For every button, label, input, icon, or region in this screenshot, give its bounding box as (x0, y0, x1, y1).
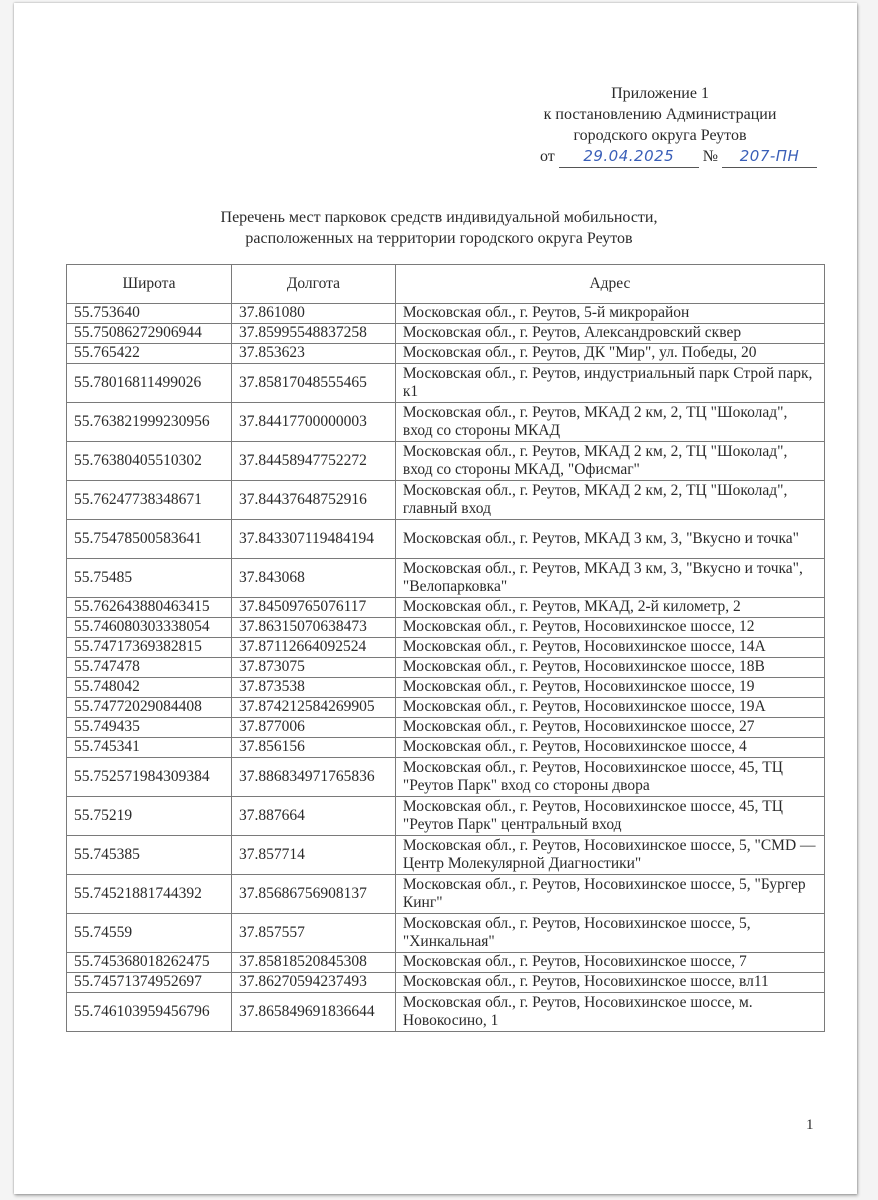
table-header-row (67, 265, 825, 304)
table-row (67, 836, 825, 875)
cell-address: Московская обл., г. Реутов, МКАД, 2-й километр, 2 (395, 598, 824, 618)
table-row (67, 658, 825, 678)
cell-longitude: 37.873538 (231, 678, 395, 698)
table-row (67, 914, 825, 953)
cell-longitude: 37.84417700000003 (231, 403, 395, 442)
cell-latitude: 55.75478500583641 (67, 520, 232, 559)
cell-latitude: 55.765422 (67, 344, 232, 364)
cell-longitude: 37.856156 (231, 738, 395, 758)
cell-address: Московская обл., г. Реутов, Носовихинское шоссе, 7 (395, 953, 824, 973)
table-row (67, 559, 825, 598)
cell-longitude: 37.843307119484194 (231, 520, 395, 559)
cell-longitude: 37.873075 (231, 658, 395, 678)
cell-longitude: 37.84458947752272 (231, 442, 395, 481)
cell-latitude: 55.74772029084408 (67, 698, 232, 718)
cell-latitude: 55.74571374952697 (67, 973, 232, 993)
document-title (0, 207, 878, 249)
cell-latitude: 55.745368018262475 (67, 953, 232, 973)
cell-address: Московская обл., г. Реутов, МКАД 2 км, 2, ТЦ "Шоколад", вход со стороны МКАД (395, 403, 824, 442)
number-prefix: № (702, 148, 719, 165)
cell-longitude: 37.887664 (231, 797, 395, 836)
cell-address: Московская обл., г. Реутов, Носовихинское шоссе, вл11 (395, 973, 824, 993)
table-row (67, 598, 825, 618)
handwritten-number: 207-ПН (722, 146, 817, 168)
cell-address: Московская обл., г. Реутов, Носовихинское шоссе, 5, "Хинкальная" (395, 914, 824, 953)
cell-address: Московская обл., г. Реутов, индустриальный парк Строй парк, к1 (395, 364, 824, 403)
cell-longitude: 37.853623 (231, 344, 395, 364)
cell-longitude: 37.84509765076117 (231, 598, 395, 618)
cell-longitude: 37.857714 (231, 836, 395, 875)
handwritten-date: 29.04.2025 (559, 146, 699, 168)
table-row (67, 344, 825, 364)
table-row (67, 304, 825, 324)
cell-address: Московская обл., г. Реутов, МКАД 3 км, 3, "Вкусно и точка" (395, 520, 824, 559)
appendix-district: городского округа Реутов (573, 127, 747, 144)
date-prefix: от (540, 148, 555, 165)
table-row (67, 442, 825, 481)
cell-address: Московская обл., г. Реутов, 5-й микрорайон (395, 304, 824, 324)
title-line-1: Перечень мест парковок средств индивидуальной мобильности, (220, 209, 658, 226)
title-line-2: расположенных на территории городского округа Реутов (245, 230, 633, 247)
table-row (67, 678, 825, 698)
table-row (67, 698, 825, 718)
cell-address: Московская обл., г. Реутов, ДК "Мир", ул. Победы, 20 (395, 344, 824, 364)
table-row (67, 993, 825, 1032)
header-longitude: Долгота (231, 265, 395, 304)
table-row (67, 364, 825, 403)
cell-address: Московская обл., г. Реутов, Носовихинское шоссе, 5, "CMD — Центр Молекулярной Диагностики" (395, 836, 824, 875)
table-row (67, 638, 825, 658)
table-row (67, 324, 825, 344)
cell-latitude: 55.76380405510302 (67, 442, 232, 481)
cell-latitude: 55.748042 (67, 678, 232, 698)
table-row (67, 403, 825, 442)
cell-latitude: 55.78016811499026 (67, 364, 232, 403)
cell-longitude: 37.86315070638473 (231, 618, 395, 638)
table-row (67, 718, 825, 738)
table-row (67, 797, 825, 836)
cell-address: Московская обл., г. Реутов, Носовихинское шоссе, 4 (395, 738, 824, 758)
cell-address: Московская обл., г. Реутов, Носовихинское шоссе, 45, ТЦ "Реутов Парк" вход со стороны двора (395, 758, 824, 797)
cell-latitude: 55.763821999230956 (67, 403, 232, 442)
cell-longitude: 37.857557 (231, 914, 395, 953)
cell-address: Московская обл., г. Реутов, Носовихинское шоссе, 19 (395, 678, 824, 698)
cell-address: Московская обл., г. Реутов, Носовихинское шоссе, 12 (395, 618, 824, 638)
cell-latitude: 55.746103959456796 (67, 993, 232, 1032)
appendix-label: Приложение 1 (611, 85, 709, 102)
cell-latitude: 55.75219 (67, 797, 232, 836)
cell-longitude: 37.85817048555465 (231, 364, 395, 403)
parking-locations-table (66, 264, 825, 1032)
table-row (67, 738, 825, 758)
cell-latitude: 55.74521881744392 (67, 875, 232, 914)
cell-address: Московская обл., г. Реутов, Носовихинское шоссе, 19А (395, 698, 824, 718)
cell-address: Московская обл., г. Реутов, Александровский сквер (395, 324, 824, 344)
cell-address: Московская обл., г. Реутов, Носовихинское шоссе, 14А (395, 638, 824, 658)
cell-latitude: 55.749435 (67, 718, 232, 738)
cell-longitude: 37.87112664092524 (231, 638, 395, 658)
cell-longitude: 37.886834971765836 (231, 758, 395, 797)
appendix-header (500, 83, 820, 168)
header-latitude: Широта (67, 265, 232, 304)
table-row (67, 520, 825, 559)
cell-address: Московская обл., г. Реутов, Носовихинское шоссе, м. Новокосино, 1 (395, 993, 824, 1032)
cell-longitude: 37.843068 (231, 559, 395, 598)
cell-address: Московская обл., г. Реутов, МКАД 2 км, 2, ТЦ "Шоколад", главный вход (395, 481, 824, 520)
cell-latitude: 55.76247738348671 (67, 481, 232, 520)
cell-latitude: 55.752571984309384 (67, 758, 232, 797)
cell-address: Московская обл., г. Реутов, Носовихинское шоссе, 45, ТЦ "Реутов Парк" центральный вход (395, 797, 824, 836)
cell-latitude: 55.74559 (67, 914, 232, 953)
cell-latitude: 55.745385 (67, 836, 232, 875)
table-row (67, 618, 825, 638)
cell-address: Московская обл., г. Реутов, Носовихинское шоссе, 27 (395, 718, 824, 738)
table-row (67, 875, 825, 914)
cell-address: Московская обл., г. Реутов, МКАД 3 км, 3, "Вкусно и точка", "Велопарковка" (395, 559, 824, 598)
table-row (67, 953, 825, 973)
cell-latitude: 55.74717369382815 (67, 638, 232, 658)
cell-address: Московская обл., г. Реутов, МКАД 2 км, 2, ТЦ "Шоколад", вход со стороны МКАД, "Офисмаг" (395, 442, 824, 481)
cell-longitude: 37.85995548837258 (231, 324, 395, 344)
cell-longitude: 37.874212584269905 (231, 698, 395, 718)
cell-longitude: 37.865849691836644 (231, 993, 395, 1032)
cell-latitude: 55.753640 (67, 304, 232, 324)
cell-longitude: 37.861080 (231, 304, 395, 324)
cell-latitude: 55.747478 (67, 658, 232, 678)
appendix-date-number (530, 146, 820, 168)
cell-longitude: 37.85686756908137 (231, 875, 395, 914)
cell-address: Московская обл., г. Реутов, Носовихинское шоссе, 18В (395, 658, 824, 678)
page-number: 1 (806, 1117, 814, 1133)
appendix-resolution: к постановлению Администрации (543, 106, 777, 123)
cell-latitude: 55.75485 (67, 559, 232, 598)
cell-address: Московская обл., г. Реутов, Носовихинское шоссе, 5, "Бургер Кинг" (395, 875, 824, 914)
table-row (67, 481, 825, 520)
cell-longitude: 37.877006 (231, 718, 395, 738)
cell-longitude: 37.86270594237493 (231, 973, 395, 993)
table-row (67, 758, 825, 797)
cell-longitude: 37.85818520845308 (231, 953, 395, 973)
table-row (67, 973, 825, 993)
cell-longitude: 37.84437648752916 (231, 481, 395, 520)
cell-latitude: 55.745341 (67, 738, 232, 758)
cell-latitude: 55.746080303338054 (67, 618, 232, 638)
cell-latitude: 55.75086272906944 (67, 324, 232, 344)
cell-latitude: 55.762643880463415 (67, 598, 232, 618)
header-address: Адрес (395, 265, 824, 304)
